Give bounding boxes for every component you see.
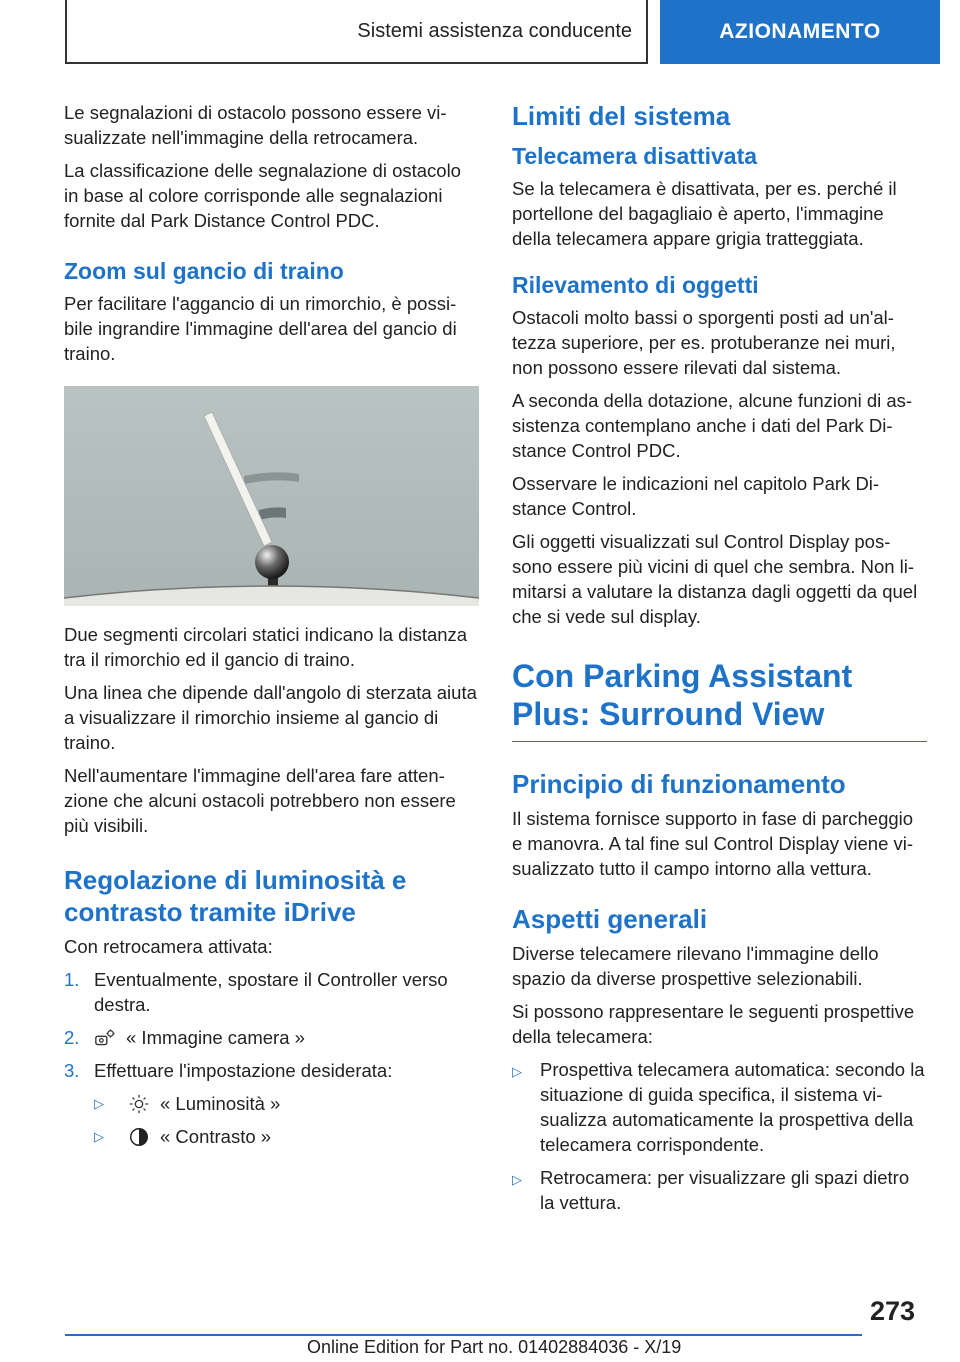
- paragraph: Se la telecamera è disattivata, per es. perché il portellone del bagagliaio è aperto, l'immagine della telecamera appare grigia tratteggiata.: [512, 178, 897, 249]
- principle-heading: Principio di funzionamento: [512, 769, 846, 799]
- paragraph: Gli oggetti visualizzati sul Control Display pos-sono essere più vicini di quel che sembra. Non li-mitarsi a valutare la distanza dagli oggetti da quel che si vede sul display.: [512, 531, 918, 627]
- general-heading: Aspetti generali: [512, 904, 708, 934]
- contrast-icon: [128, 1126, 150, 1148]
- list-item: [94, 1124, 479, 1149]
- camera-settings-icon: [94, 1028, 116, 1050]
- camera-off-heading: Telecamera disattivata: [512, 143, 758, 169]
- zoom-heading: Zoom sul gancio di traino: [64, 258, 344, 284]
- list-item: [94, 1091, 479, 1116]
- step-text: Effettuare l'impostazione desiderata:: [94, 1060, 393, 1082]
- step-number: 2.: [64, 1027, 80, 1048]
- step-number: 3.: [64, 1060, 80, 1082]
- paragraph: Osservare le indicazioni nel capitolo Park Di-stance Control.: [512, 473, 880, 519]
- footer-divider: [65, 1334, 862, 1336]
- list-item: [512, 1165, 927, 1215]
- paragraph: Si possono rappresentare le seguenti prospettive della telecamera:: [512, 1001, 915, 1047]
- header-chapter: [660, 0, 940, 64]
- paragraph: Diverse telecamere rilevano l'immagine dello spazio da diverse prospettive selezionabili.: [512, 943, 879, 989]
- header-chapter-title: AZIONAMENTO: [719, 20, 881, 43]
- paragraph: Ostacoli molto bassi o sporgenti posti ad un'al-tezza superiore, per es. protuberanze nei muri, non possono essere rilevati dal sistema.: [512, 307, 896, 378]
- paragraph: Con retrocamera attivata:: [64, 936, 273, 957]
- paragraph: A seconda della dotazione, alcune funzioni di as-sistenza contemplano anche i dati del Park Di-stance Control PDC.: [512, 390, 913, 461]
- bullet-text: Retrocamera: per visualizzare gli spazi dietro la vettura.: [540, 1167, 910, 1213]
- paragraph: La classificazione delle segnalazione di ostacolo in base al colore corrisponde alle segnalazioni fornite dal Park Distance Control PDC.: [64, 160, 461, 231]
- list-item: [64, 1058, 479, 1083]
- brightness-icon: [128, 1093, 150, 1115]
- paragraph: Una linea che dipende dall'angolo di sterzata aiuta a visualizzare il rimorchio insieme al gancio di traino.: [64, 682, 477, 753]
- step-number: 1.: [64, 969, 80, 990]
- substep-text: « Luminosità »: [160, 1093, 281, 1115]
- list-item: [64, 1025, 479, 1050]
- limits-heading: Limiti del sistema: [512, 101, 731, 131]
- left-column: [64, 100, 479, 1157]
- paragraph: Nell'aumentare l'immagine dell'area fare atten-zione che alcuni ostacoli potrebbero non essere più visibili.: [64, 765, 456, 836]
- list-item: [64, 967, 479, 1017]
- right-column: [512, 100, 927, 1223]
- tow-hitch-camera-image: [64, 386, 479, 606]
- triangle-bullet-icon: ▷: [94, 1129, 104, 1145]
- header-section: [65, 0, 648, 64]
- paragraph: Il sistema fornisce supporto in fase di parcheggio e manovra. A tal fine sul Control Display viene vi-sualizzato tutto il campo intorno alla vettura.: [512, 808, 914, 879]
- steps-list: [64, 967, 479, 1149]
- page-number: 273: [870, 1296, 916, 1326]
- surround-view-title: Con Parking Assistant Plus: Surround View: [512, 657, 927, 742]
- paragraph: Due segmenti circolari statici indicano la distanza tra il rimorchio ed il gancio di traino.: [64, 624, 468, 670]
- paragraph: Per facilitare l'aggancio di un rimorchio, è possi-bile ingrandire l'immagine dell'area del gancio di traino.: [64, 293, 457, 364]
- bullet-text: Prospettiva telecamera automatica: secondo la situazione di guida specifica, il sistema vi-sualizza automaticamente la prospettiva della telecamera corrispondente.: [540, 1059, 925, 1155]
- object-detection-heading: Rilevamento di oggetti: [512, 272, 759, 298]
- triangle-bullet-icon: ▷: [94, 1096, 104, 1112]
- step-text: « Immagine camera »: [126, 1027, 305, 1048]
- substep-text: « Contrasto »: [160, 1126, 272, 1148]
- footer-edition: Online Edition for Part no. 01402884036 - X/19: [307, 1337, 682, 1357]
- brightness-contrast-heading: Regolazione di luminosità e contrasto tramite iDrive: [64, 865, 407, 927]
- list-item: [512, 1057, 927, 1157]
- step-text: Eventualmente, spostare il Controller verso destra.: [94, 969, 448, 1015]
- paragraph: Le segnalazioni di ostacolo possono essere vi-sualizzate nell'immagine della retrocamera.: [64, 102, 447, 148]
- header-section-title: Sistemi assistenza conducente: [357, 19, 632, 42]
- triangle-bullet-icon: ▷: [512, 1172, 522, 1187]
- triangle-bullet-icon: ▷: [512, 1064, 522, 1079]
